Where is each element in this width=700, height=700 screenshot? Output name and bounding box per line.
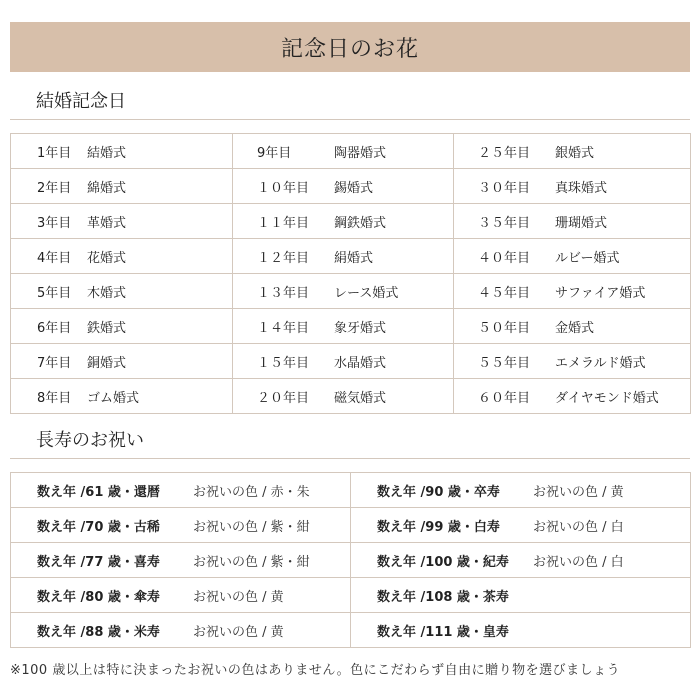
longevity-color: お祝いの色 / 黄 [193, 589, 284, 605]
anniversary-year: １５年目 [257, 355, 310, 371]
anniversary-year: ６０年目 [478, 390, 531, 406]
anniversary-cell [11, 134, 233, 169]
anniversary-cell [11, 309, 233, 344]
anniversary-name: 木婚式 [87, 285, 127, 301]
anniversary-cell [11, 379, 233, 414]
anniversary-cell [454, 204, 691, 239]
longevity-cell [11, 508, 351, 543]
anniversary-year: 2年目 [37, 180, 72, 196]
anniversary-year: １２年目 [257, 250, 310, 266]
anniversary-year: 1年目 [37, 145, 72, 161]
anniversary-name: 水晶婚式 [334, 355, 387, 371]
longevity-color: お祝いの色 / 紫・紺 [193, 519, 310, 535]
anniversary-row [11, 379, 691, 414]
anniversary-name: 絹婚式 [334, 250, 374, 266]
longevity-age: 数え年 /70 歳・古稀 [37, 519, 160, 535]
anniversary-cell [233, 239, 454, 274]
anniversary-name: 銅婚式 [87, 355, 127, 371]
longevity-cell [11, 473, 351, 508]
anniversary-year: 6年目 [37, 320, 72, 336]
longevity-cell [351, 543, 691, 578]
longevity-color: お祝いの色 / 白 [533, 554, 624, 570]
anniversary-row [11, 344, 691, 379]
anniversary-row [11, 169, 691, 204]
longevity-row [11, 473, 691, 508]
anniversary-cell [233, 204, 454, 239]
longevity-age: 数え年 /90 歳・卒寿 [377, 484, 500, 500]
anniversary-cell [233, 309, 454, 344]
anniversary-row [11, 204, 691, 239]
anniversary-row [11, 134, 691, 169]
anniversary-year: ２５年目 [478, 145, 531, 161]
anniversary-year: １１年目 [257, 215, 310, 231]
anniversary-cell [11, 239, 233, 274]
longevity-color: お祝いの色 / 黄 [193, 624, 284, 640]
longevity-row [11, 508, 691, 543]
anniversary-name: ルビー婚式 [555, 250, 620, 266]
anniversary-year: 4年目 [37, 250, 72, 266]
anniversary-year: ４５年目 [478, 285, 531, 301]
longevity-age: 数え年 /77 歳・喜寿 [37, 554, 160, 570]
wedding-heading: 結婚記念日 [36, 91, 126, 112]
anniversary-row [11, 274, 691, 309]
longevity-cell [351, 473, 691, 508]
anniversary-name: 鉄婚式 [87, 320, 127, 336]
anniversary-cell [233, 344, 454, 379]
longevity-row [11, 613, 691, 648]
longevity-cell [351, 508, 691, 543]
longevity-cell [11, 543, 351, 578]
longevity-age: 数え年 /108 歳・茶寿 [377, 589, 509, 605]
longevity-color: お祝いの色 / 紫・紺 [193, 554, 310, 570]
longevity-color: お祝いの色 / 黄 [533, 484, 624, 500]
anniversary-cell [454, 239, 691, 274]
anniversary-name: 真珠婚式 [555, 180, 608, 196]
anniversary-name: ダイヤモンド婚式 [555, 390, 659, 406]
longevity-age: 数え年 /99 歳・白寿 [377, 519, 500, 535]
anniversary-name: エメラルド婚式 [555, 355, 646, 371]
anniversary-cell [454, 344, 691, 379]
longevity-age: 数え年 /88 歳・米寿 [37, 624, 160, 640]
anniversary-year: 9年目 [257, 145, 292, 161]
anniversary-name: 革婚式 [87, 215, 127, 231]
anniversary-name: 珊瑚婚式 [555, 215, 608, 231]
anniversary-year: ３５年目 [478, 215, 531, 231]
anniversary-cell [11, 204, 233, 239]
anniversary-cell [454, 379, 691, 414]
anniversary-year: ２０年目 [257, 390, 310, 406]
anniversary-name: 象牙婚式 [334, 320, 387, 336]
longevity-section-header [10, 424, 690, 459]
anniversary-cell [233, 379, 454, 414]
longevity-color: お祝いの色 / 赤・朱 [193, 484, 310, 500]
anniversary-year: 5年目 [37, 285, 72, 301]
longevity-table [10, 472, 691, 648]
anniversary-year: ４０年目 [478, 250, 531, 266]
anniversary-name: 花婚式 [87, 250, 127, 266]
anniversary-cell [233, 274, 454, 309]
anniversary-name: 錫婚式 [334, 180, 374, 196]
longevity-cell [11, 578, 351, 613]
anniversary-year: 7年目 [37, 355, 72, 371]
longevity-age: 数え年 /80 歳・傘寿 [37, 589, 160, 605]
anniversary-name: 金婚式 [555, 320, 595, 336]
longevity-color: お祝いの色 / 白 [533, 519, 624, 535]
page-title: 記念日のお花 [280, 36, 419, 62]
anniversary-name: レース婚式 [334, 285, 399, 301]
anniversary-year: １４年目 [257, 320, 310, 336]
anniversary-year: １３年目 [257, 285, 310, 301]
anniversary-name: ゴム婚式 [87, 390, 140, 406]
anniversary-cell [454, 309, 691, 344]
anniversary-name: 銀婚式 [555, 145, 595, 161]
anniversary-row [11, 239, 691, 274]
anniversary-year: ３０年目 [478, 180, 531, 196]
anniversary-cell [233, 169, 454, 204]
longevity-cell [351, 578, 691, 613]
anniversary-cell [11, 274, 233, 309]
longevity-heading: 長寿のお祝い [36, 430, 144, 451]
anniversary-year: ５０年目 [478, 320, 531, 336]
anniversary-name: 鋼鉄婚式 [334, 215, 387, 231]
footnote: ※100 歳以上は特に決まったお祝いの色はありません。色にこだわらず自由に贈り物を選びましょう [10, 663, 621, 678]
anniversary-name: 陶器婚式 [334, 145, 387, 161]
anniversary-name: 綿婚式 [87, 180, 127, 196]
anniversary-cell [454, 169, 691, 204]
longevity-age: 数え年 /111 歳・皇寿 [377, 624, 509, 640]
anniversary-cell [454, 134, 691, 169]
longevity-cell [11, 613, 351, 648]
wedding-anniversary-table [10, 133, 691, 414]
longevity-row [11, 543, 691, 578]
longevity-cell [351, 613, 691, 648]
anniversary-year: ５５年目 [478, 355, 531, 371]
title-banner [10, 22, 690, 72]
anniversary-year: １０年目 [257, 180, 310, 196]
anniversary-row [11, 309, 691, 344]
anniversary-name: 結婚式 [87, 145, 127, 161]
longevity-age: 数え年 /61 歳・還暦 [37, 484, 160, 500]
anniversary-cell [11, 344, 233, 379]
longevity-row [11, 578, 691, 613]
anniversary-name: 磁気婚式 [334, 390, 387, 406]
longevity-age: 数え年 /100 歳・紀寿 [377, 554, 509, 570]
wedding-section-header [10, 85, 690, 120]
anniversary-name: サファイア婚式 [555, 285, 646, 301]
anniversary-cell [454, 274, 691, 309]
anniversary-year: 8年目 [37, 390, 72, 406]
anniversary-cell [11, 169, 233, 204]
anniversary-year: 3年目 [37, 215, 72, 231]
anniversary-cell [233, 134, 454, 169]
